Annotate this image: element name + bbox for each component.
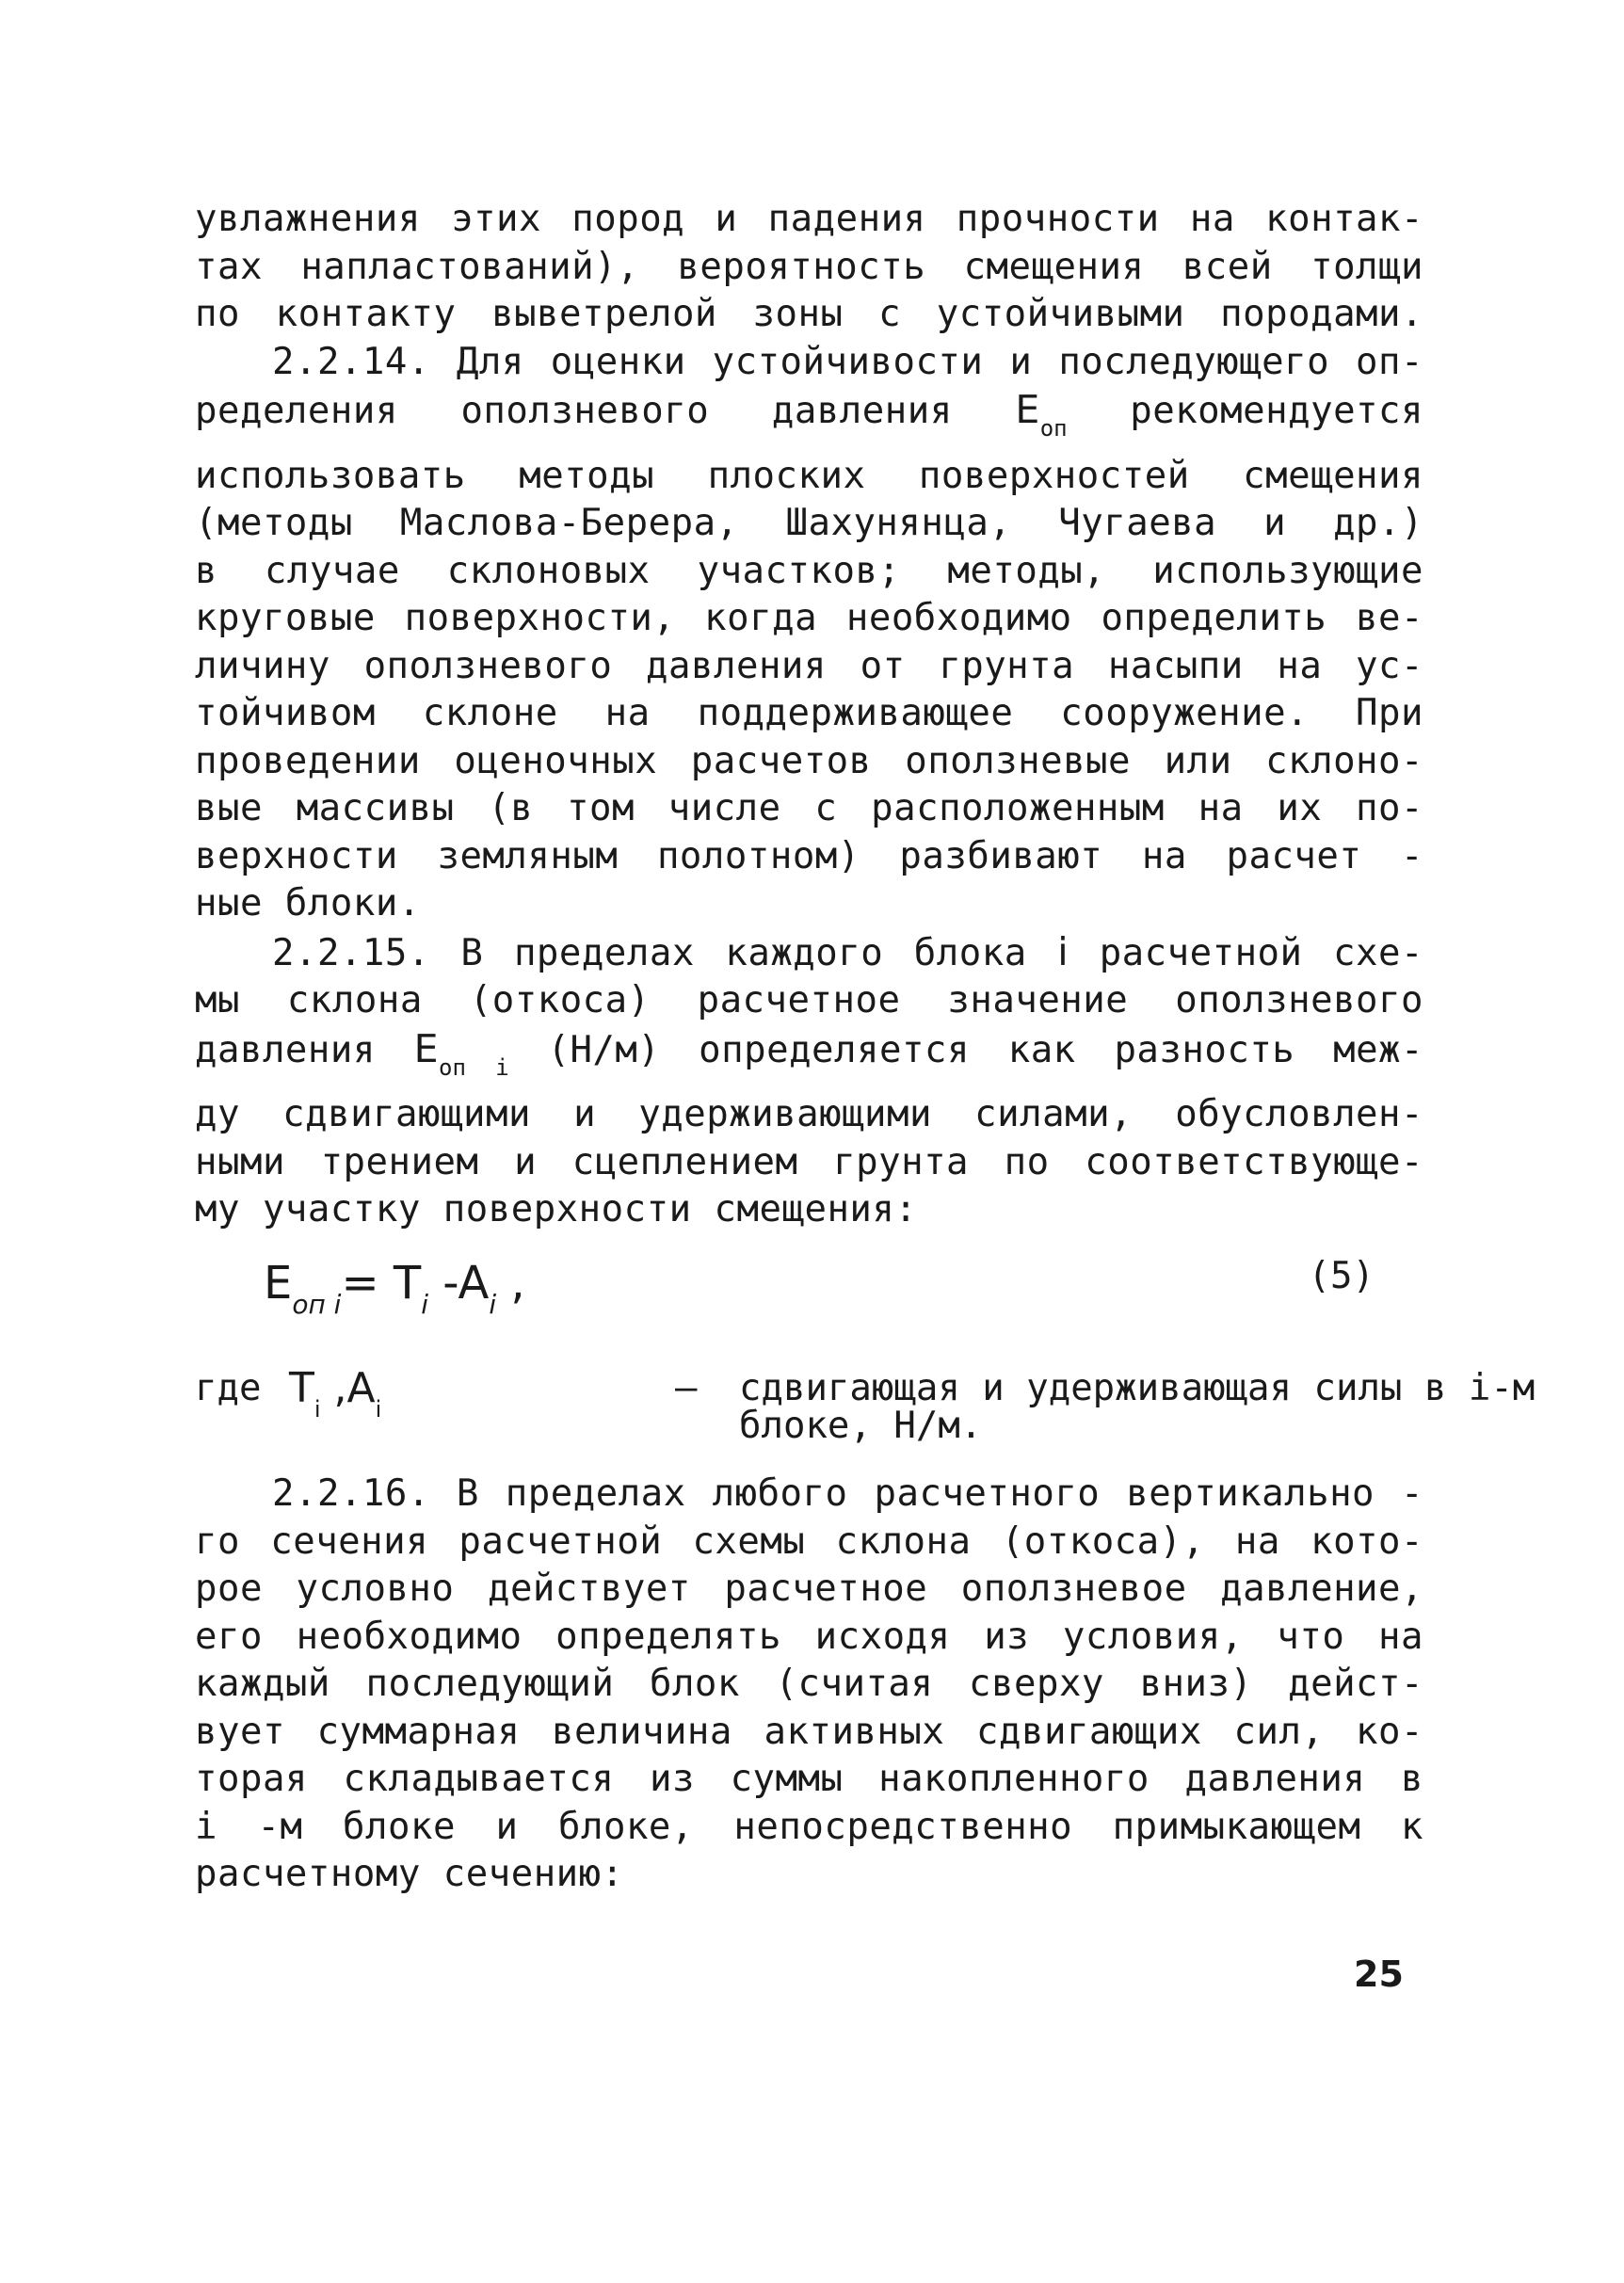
symbol-subscript-on: оп [1039, 415, 1068, 442]
text-line: верхности земляным полотном) разбивают на расчет - [195, 834, 1423, 877]
text-line: его необходимо определять исходя из условия, что на [195, 1615, 1423, 1658]
text-line: ными трением и сцеплением грунта по соответствующе- [195, 1140, 1423, 1183]
formula-E-subscript: оп i [292, 1289, 342, 1320]
text-line: i -м блоке и блоке, непосредственно примыкающем к [195, 1805, 1423, 1848]
formula-5 [264, 1249, 1375, 1334]
text-fragment: рекомендуется [1067, 390, 1423, 432]
symbol-E: E [1015, 387, 1040, 432]
page-number: 25 [1354, 1953, 1404, 1995]
text-fragment: 2.2.15. В пределах каждого блока [272, 931, 1058, 974]
text-line: ные блоки. [195, 882, 421, 924]
text-line: расчетному сечению: [195, 1853, 624, 1895]
formula-comma: , [496, 1257, 525, 1310]
paragraph-2-2-14-start: 2.2.14. Для оценки устойчивости и последующего оп- [272, 340, 1423, 383]
text-line-with-symbol [195, 386, 1423, 453]
text-line: тойчивом склоне на поддерживающее сооружение. При [195, 692, 1423, 734]
symbol-i: i [1057, 928, 1069, 974]
text-line: тах напластований), вероятность смещения всей толщи [195, 245, 1423, 288]
text-fragment: расчетной схе- [1069, 931, 1423, 974]
symbol-E: E [413, 1025, 440, 1071]
symbol-subscript-on-i: оп i [439, 1053, 509, 1081]
text-line: в случае склоновых участков; методы, использующие [195, 549, 1423, 592]
formula-T: = T [341, 1257, 422, 1310]
text-fragment: ределения оползневого давления [195, 390, 1016, 432]
text-line: го сечения расчетной схемы склона (откоса), на кото- [195, 1519, 1423, 1563]
legend-A: ,A [320, 1364, 376, 1412]
text-block-lower [195, 1471, 1423, 1899]
text-line: вые массивы (в том числе с расположенным на их по- [195, 787, 1423, 829]
legend-variables [289, 1364, 382, 1430]
paragraph-2-2-16-start: 2.2.16. В пределах любого расчетного вертикально - [272, 1472, 1423, 1515]
text-line: проведении оценочных расчетов оползневые или склоно- [195, 739, 1423, 782]
legend-dash: – [675, 1367, 698, 1409]
text-fragment: (Н/м) определяется как разность меж- [508, 1028, 1424, 1071]
formula-expression [264, 1257, 525, 1320]
formula-number: (5) [1308, 1255, 1375, 1297]
text-line: торая складывается из суммы накопленного давления в [195, 1758, 1423, 1800]
legend-A-subscript: i [375, 1396, 382, 1423]
legend-line: сдвигающая и удерживающая силы в i-м [739, 1367, 1536, 1409]
text-line: каждый последующий блок (считая сверху вниз) дейст- [195, 1663, 1423, 1705]
text-line: мы склона (откоса) расчетное значение оползневого [195, 979, 1423, 1021]
text-block-upper [195, 196, 1423, 1234]
text-line: использовать методы плоских поверхностей смещения [195, 454, 1423, 497]
formula-A-subscript: i [489, 1289, 497, 1320]
text-line: вует суммарная величина активных сдвигающих сил, ко- [195, 1710, 1423, 1753]
legend-T-subscript: i [314, 1396, 321, 1423]
text-line: ду сдвигающими и удерживающими силами, обусловлен- [195, 1093, 1423, 1135]
text-line-with-symbol [195, 1025, 1423, 1092]
text-line: круговые поверхности, когда необходимо определить ве- [195, 597, 1423, 639]
text-line: по контакту выветрелой зоны с устойчивыми породами. [195, 293, 1423, 335]
text-line: му участку поверхности смещения: [195, 1188, 918, 1230]
legend-line: блоке, Н/м. [739, 1405, 983, 1447]
paragraph-2-2-15-start [195, 928, 1423, 978]
formula-T-subscript: i [421, 1289, 429, 1320]
text-line: рое условно действует расчетное оползневое давление, [195, 1568, 1423, 1610]
formula-legend [195, 1364, 1536, 1471]
legend-keyword: где [195, 1367, 262, 1409]
text-line: личину оползневого давления от грунта насыпи на ус- [195, 644, 1423, 687]
text-fragment: давления [195, 1028, 414, 1071]
formula-E: E [264, 1257, 293, 1310]
formula-A: -A [428, 1257, 490, 1310]
legend-T: T [289, 1364, 314, 1412]
text-line: увлажнения этих пород и падения прочности на контак- [195, 198, 1423, 240]
text-line: (методы Маслова-Берера, Шахунянца, Чугаева и др.) [195, 502, 1423, 544]
